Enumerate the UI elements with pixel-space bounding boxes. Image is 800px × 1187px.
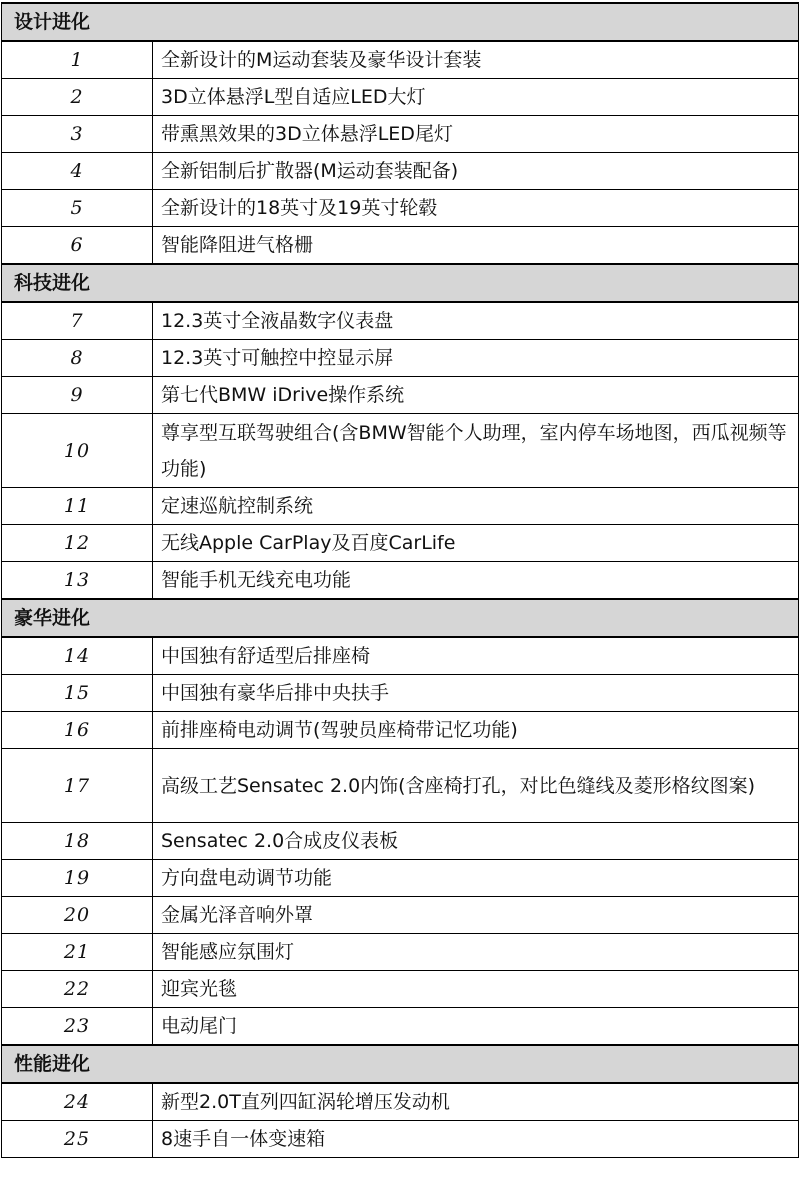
- row-number: 5: [2, 190, 153, 227]
- table-row: [2, 637, 799, 675]
- table-row: [2, 1008, 799, 1046]
- row-description: 12.3英寸全液晶数字仪表盘: [153, 302, 799, 340]
- row-number: 19: [2, 860, 153, 897]
- row-description: 金属光泽音响外罩: [153, 897, 799, 934]
- table-row: [2, 934, 799, 971]
- row-description: 全新设计的18英寸及19英寸轮毂: [153, 190, 799, 227]
- row-description: 3D立体悬浮L型自适应LED大灯: [153, 79, 799, 116]
- table-row: [2, 488, 799, 525]
- table-row: [2, 749, 799, 823]
- table-row: [2, 525, 799, 562]
- row-description: 智能手机无线充电功能: [153, 562, 799, 600]
- row-description: 8速手自一体变速箱: [153, 1121, 799, 1158]
- table-row: [2, 823, 799, 860]
- row-number: 25: [2, 1121, 153, 1158]
- row-description: 中国独有豪华后排中央扶手: [153, 675, 799, 712]
- row-number: 3: [2, 116, 153, 153]
- row-description: 电动尾门: [153, 1008, 799, 1046]
- row-description: 带熏黑效果的3D立体悬浮LED尾灯: [153, 116, 799, 153]
- row-description: 高级工艺Sensatec 2.0内饰(含座椅打孔，对比色缝线及菱形格纹图案): [153, 749, 799, 823]
- row-description: 全新铝制后扩散器(M运动套装配备): [153, 153, 799, 190]
- row-description: 方向盘电动调节功能: [153, 860, 799, 897]
- table-row: [2, 79, 799, 116]
- table-row: [2, 227, 799, 265]
- row-number: 6: [2, 227, 153, 265]
- table-row: [2, 712, 799, 749]
- section-header-luxury: [2, 599, 799, 637]
- row-number: 1: [2, 41, 153, 79]
- row-number: 2: [2, 79, 153, 116]
- row-number: 4: [2, 153, 153, 190]
- row-number: 10: [2, 414, 153, 488]
- row-description: 全新设计的M运动套装及豪华设计套装: [153, 41, 799, 79]
- row-number: 23: [2, 1008, 153, 1046]
- table-row: [2, 562, 799, 600]
- row-number: 22: [2, 971, 153, 1008]
- table-row: [2, 190, 799, 227]
- table-row: [2, 414, 799, 488]
- row-number: 7: [2, 302, 153, 340]
- table-row: [2, 1083, 799, 1121]
- row-description: 12.3英寸可触控中控显示屏: [153, 340, 799, 377]
- table-row: [2, 971, 799, 1008]
- row-description: Sensatec 2.0合成皮仪表板: [153, 823, 799, 860]
- feature-table: [1, 2, 799, 1158]
- section-title: 科技进化: [2, 264, 799, 302]
- table-row: [2, 1121, 799, 1158]
- section-header-performance: [2, 1045, 799, 1083]
- row-description: 中国独有舒适型后排座椅: [153, 637, 799, 675]
- row-number: 11: [2, 488, 153, 525]
- table-row: [2, 897, 799, 934]
- table-row: [2, 41, 799, 79]
- row-number: 24: [2, 1083, 153, 1121]
- row-number: 21: [2, 934, 153, 971]
- table-row: [2, 675, 799, 712]
- section-title: 设计进化: [2, 3, 799, 41]
- row-description: 智能感应氛围灯: [153, 934, 799, 971]
- table-row: [2, 377, 799, 414]
- row-description: 新型2.0T直列四缸涡轮增压发动机: [153, 1083, 799, 1121]
- row-number: 14: [2, 637, 153, 675]
- table-row: [2, 340, 799, 377]
- section-header-design: [2, 3, 799, 41]
- row-description: 尊享型互联驾驶组合(含BMW智能个人助理，室内停车场地图，西瓜视频等功能): [153, 414, 799, 488]
- row-description: 迎宾光毯: [153, 971, 799, 1008]
- row-number: 8: [2, 340, 153, 377]
- row-description: 第七代BMW iDrive操作系统: [153, 377, 799, 414]
- row-number: 9: [2, 377, 153, 414]
- row-number: 18: [2, 823, 153, 860]
- table-row: [2, 116, 799, 153]
- row-number: 15: [2, 675, 153, 712]
- row-description: 无线Apple CarPlay及百度CarLife: [153, 525, 799, 562]
- row-number: 20: [2, 897, 153, 934]
- section-title: 豪华进化: [2, 599, 799, 637]
- row-number: 17: [2, 749, 153, 823]
- table-row: [2, 153, 799, 190]
- table-row: [2, 302, 799, 340]
- row-number: 13: [2, 562, 153, 600]
- table-row: [2, 860, 799, 897]
- row-description: 智能降阻进气格栅: [153, 227, 799, 265]
- row-number: 16: [2, 712, 153, 749]
- row-description: 前排座椅电动调节(驾驶员座椅带记忆功能): [153, 712, 799, 749]
- row-description: 定速巡航控制系统: [153, 488, 799, 525]
- section-title: 性能进化: [2, 1045, 799, 1083]
- row-number: 12: [2, 525, 153, 562]
- section-header-technology: [2, 264, 799, 302]
